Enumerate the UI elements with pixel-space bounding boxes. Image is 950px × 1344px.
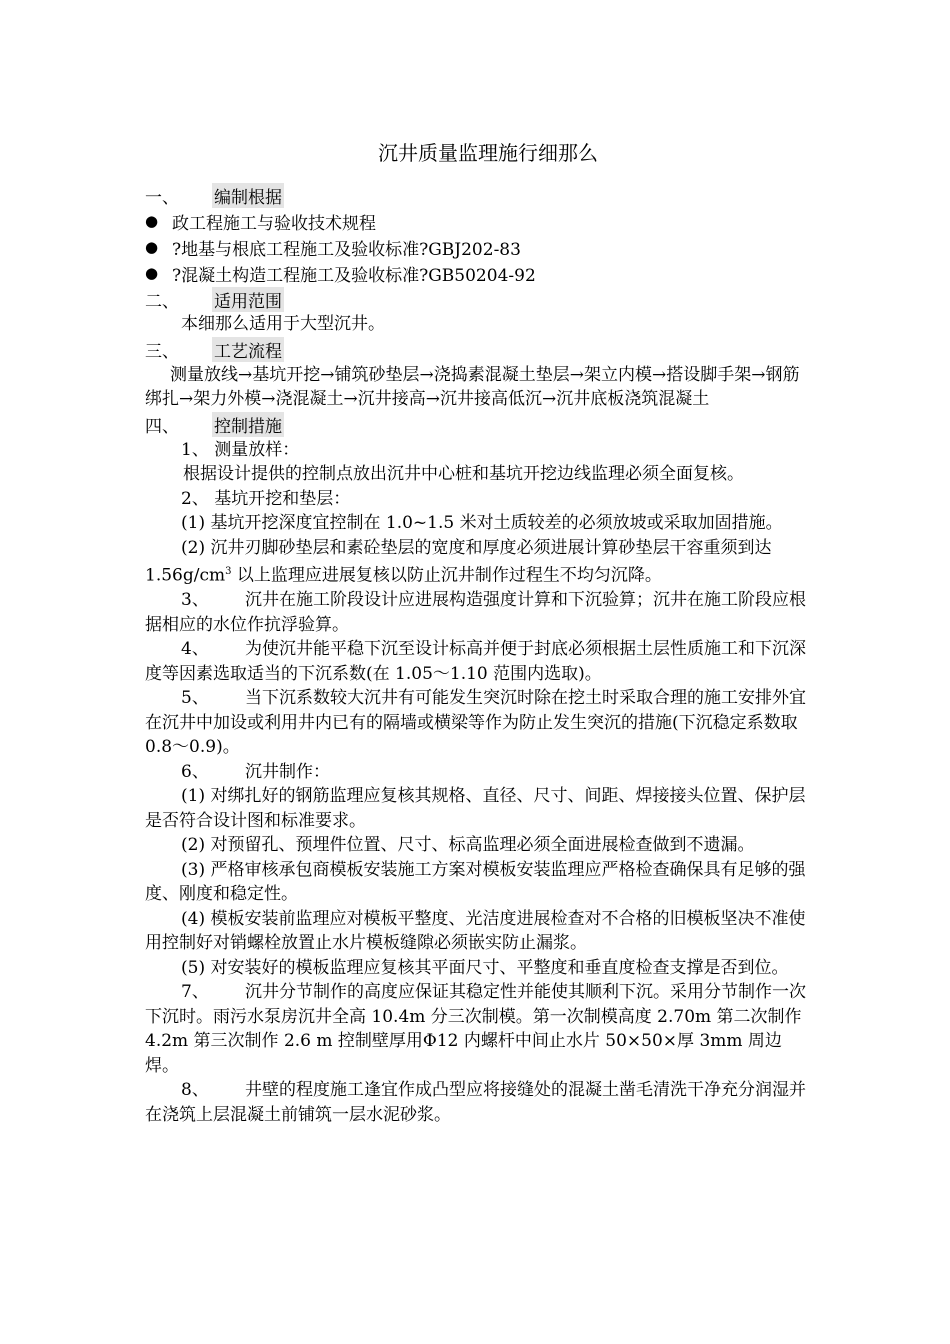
bullet-item	[145, 234, 813, 260]
section-number: 二、	[145, 291, 179, 312]
item-1-body: 根据设计提供的控制点放出沉井中心桩和基坑开挖边线监理必须全面复核。	[183, 464, 744, 484]
bullet-text: ?混凝土构造工程施工及验收标准?GB50204-92	[172, 265, 536, 286]
item-number: 7、	[181, 982, 209, 1003]
item-number: 6、	[181, 761, 209, 782]
scope-paragraph: 本细那么适用于大型沉井。	[181, 314, 385, 334]
section-number: 一、	[145, 187, 179, 208]
item-2-para-2-text: (2) 沉井刃脚砂垫层和素砼垫层的宽度和厚度必须进展计算砂垫层干容重须到达 1.56g/cm	[145, 537, 772, 586]
item-6-para-4: (4) 模板安装前监理应对模板平整度、光洁度进展检查对不合格的旧模板坚决不准使用控制好对销螺栓放置止水片模板缝隙必须嵌实防止漏浆。	[145, 908, 806, 954]
section-title: 编制根据	[212, 183, 284, 208]
process-paragraph: 测量放线→基坑开挖→铺筑砂垫层→浇捣素混凝土垫层→架立内模→搭设脚手架→钢筋绑扎→架力外模→浇混凝土→沉井接高→沉井接高低沉→沉井底板浇筑混凝土	[145, 364, 800, 409]
item-3	[145, 588, 813, 637]
item-text: 井壁的程度施工逢宜作成凸型应将接缝处的混凝土凿毛清洗干净充分润湿并在浇筑上层混凝土前铺筑一层水泥砂浆。	[145, 1080, 806, 1125]
item-text: 为使沉井能平稳下沉至设计标高并便于封底必须根据土层性质施工和下沉深度等因素选取适当的下沉系数(在 1.05～1.10 范围内选取)。	[145, 639, 806, 684]
item-6-para-2: (2) 对预留孔、预埋件位置、尺寸、标高监理必须全面进展检查做到不遗漏。	[181, 835, 755, 856]
section-title: 适用范围	[212, 287, 284, 312]
item-6-para-3: (3) 严格审核承包商模板安装施工方案对模板安装监理应严格检查确保具有足够的强度、刚度和稳定性。	[145, 859, 806, 905]
item-1-heading: 1、 测量放样：	[181, 439, 300, 460]
item-6	[145, 760, 813, 785]
item-number: 8、	[181, 1080, 209, 1101]
item-2-heading: 2、 基坑开挖和垫层：	[181, 488, 351, 509]
item-5	[145, 686, 813, 760]
item-2-para-2-text-end: 以上监理应进展复核以防止沉井制作过程生不均匀沉降。	[231, 565, 662, 586]
item-number: 3、	[181, 590, 209, 611]
document-page	[145, 138, 813, 1127]
bullet-item	[145, 208, 813, 234]
superscript: 3	[225, 566, 232, 577]
section-heading-3	[145, 337, 813, 363]
section-heading-2	[145, 286, 813, 312]
section-title: 工艺流程	[212, 337, 284, 362]
item-number: 4、	[181, 639, 209, 660]
bullet-text: 政工程施工与验收技术规程	[172, 213, 376, 234]
bullet-dot-icon: ●	[145, 212, 159, 230]
section-heading-1	[145, 182, 813, 208]
document-title: 沉井质量监理施行细那么	[378, 141, 598, 165]
item-text: 当下沉系数较大沉井有可能发生突沉时除在挖土时采取合理的施工安排外宜在沉井中加设或利用井内已有的隔墙或横梁等作为防止发生突沉的措施(下沉稳定系数取 0.8～0.9)。	[145, 688, 806, 758]
item-text: 沉井制作：	[245, 761, 330, 782]
section-heading-4	[145, 412, 813, 438]
item-4	[145, 637, 813, 686]
item-8	[145, 1078, 813, 1127]
section-title: 控制措施	[212, 412, 284, 437]
item-6-para-5: (5) 对安装好的模板监理应复核其平面尺寸、平整度和垂直度检查支撑是否到位。	[181, 957, 789, 978]
item-2-para-1: (1) 基坑开挖深度宜控制在 1.0~1.5 米对土质较差的必须放坡或采取加固措施。	[181, 513, 783, 533]
item-text: 沉井分节制作的高度应保证其稳定性并能使其顺利下沉。采用分节制作一次下沉时。雨污水泵房沉井全高 10.4m 分三次制模。第一次制模高度 2.70m 第二次制作 4.2m 第三次制作 2.6 m 控制壁厚用Φ12 内螺杆中间止水片 50×50×厚 3mm 周边焊。	[145, 982, 806, 1076]
item-number: 5、	[181, 688, 209, 709]
item-6-para-1: (1) 对绑扎好的钢筋监理应复核其规格、直径、尺寸、间距、焊接接头位置、保护层是否符合设计图和标准要求。	[145, 786, 806, 831]
item-text: 沉井在施工阶段设计应进展构造强度计算和下沉验算；沉井在施工阶段应根据相应的水位作抗浮验算。	[145, 590, 806, 635]
bullet-text: ?地基与根底工程施工及验收标准?GBJ202-83	[172, 239, 521, 260]
bullet-dot-icon: ●	[145, 264, 159, 282]
section-number: 四、	[145, 417, 179, 437]
bullet-dot-icon: ●	[145, 238, 159, 256]
item-2-para-2	[145, 536, 813, 589]
item-7	[145, 980, 813, 1078]
bullet-item	[145, 260, 813, 286]
section-number: 三、	[145, 342, 179, 362]
